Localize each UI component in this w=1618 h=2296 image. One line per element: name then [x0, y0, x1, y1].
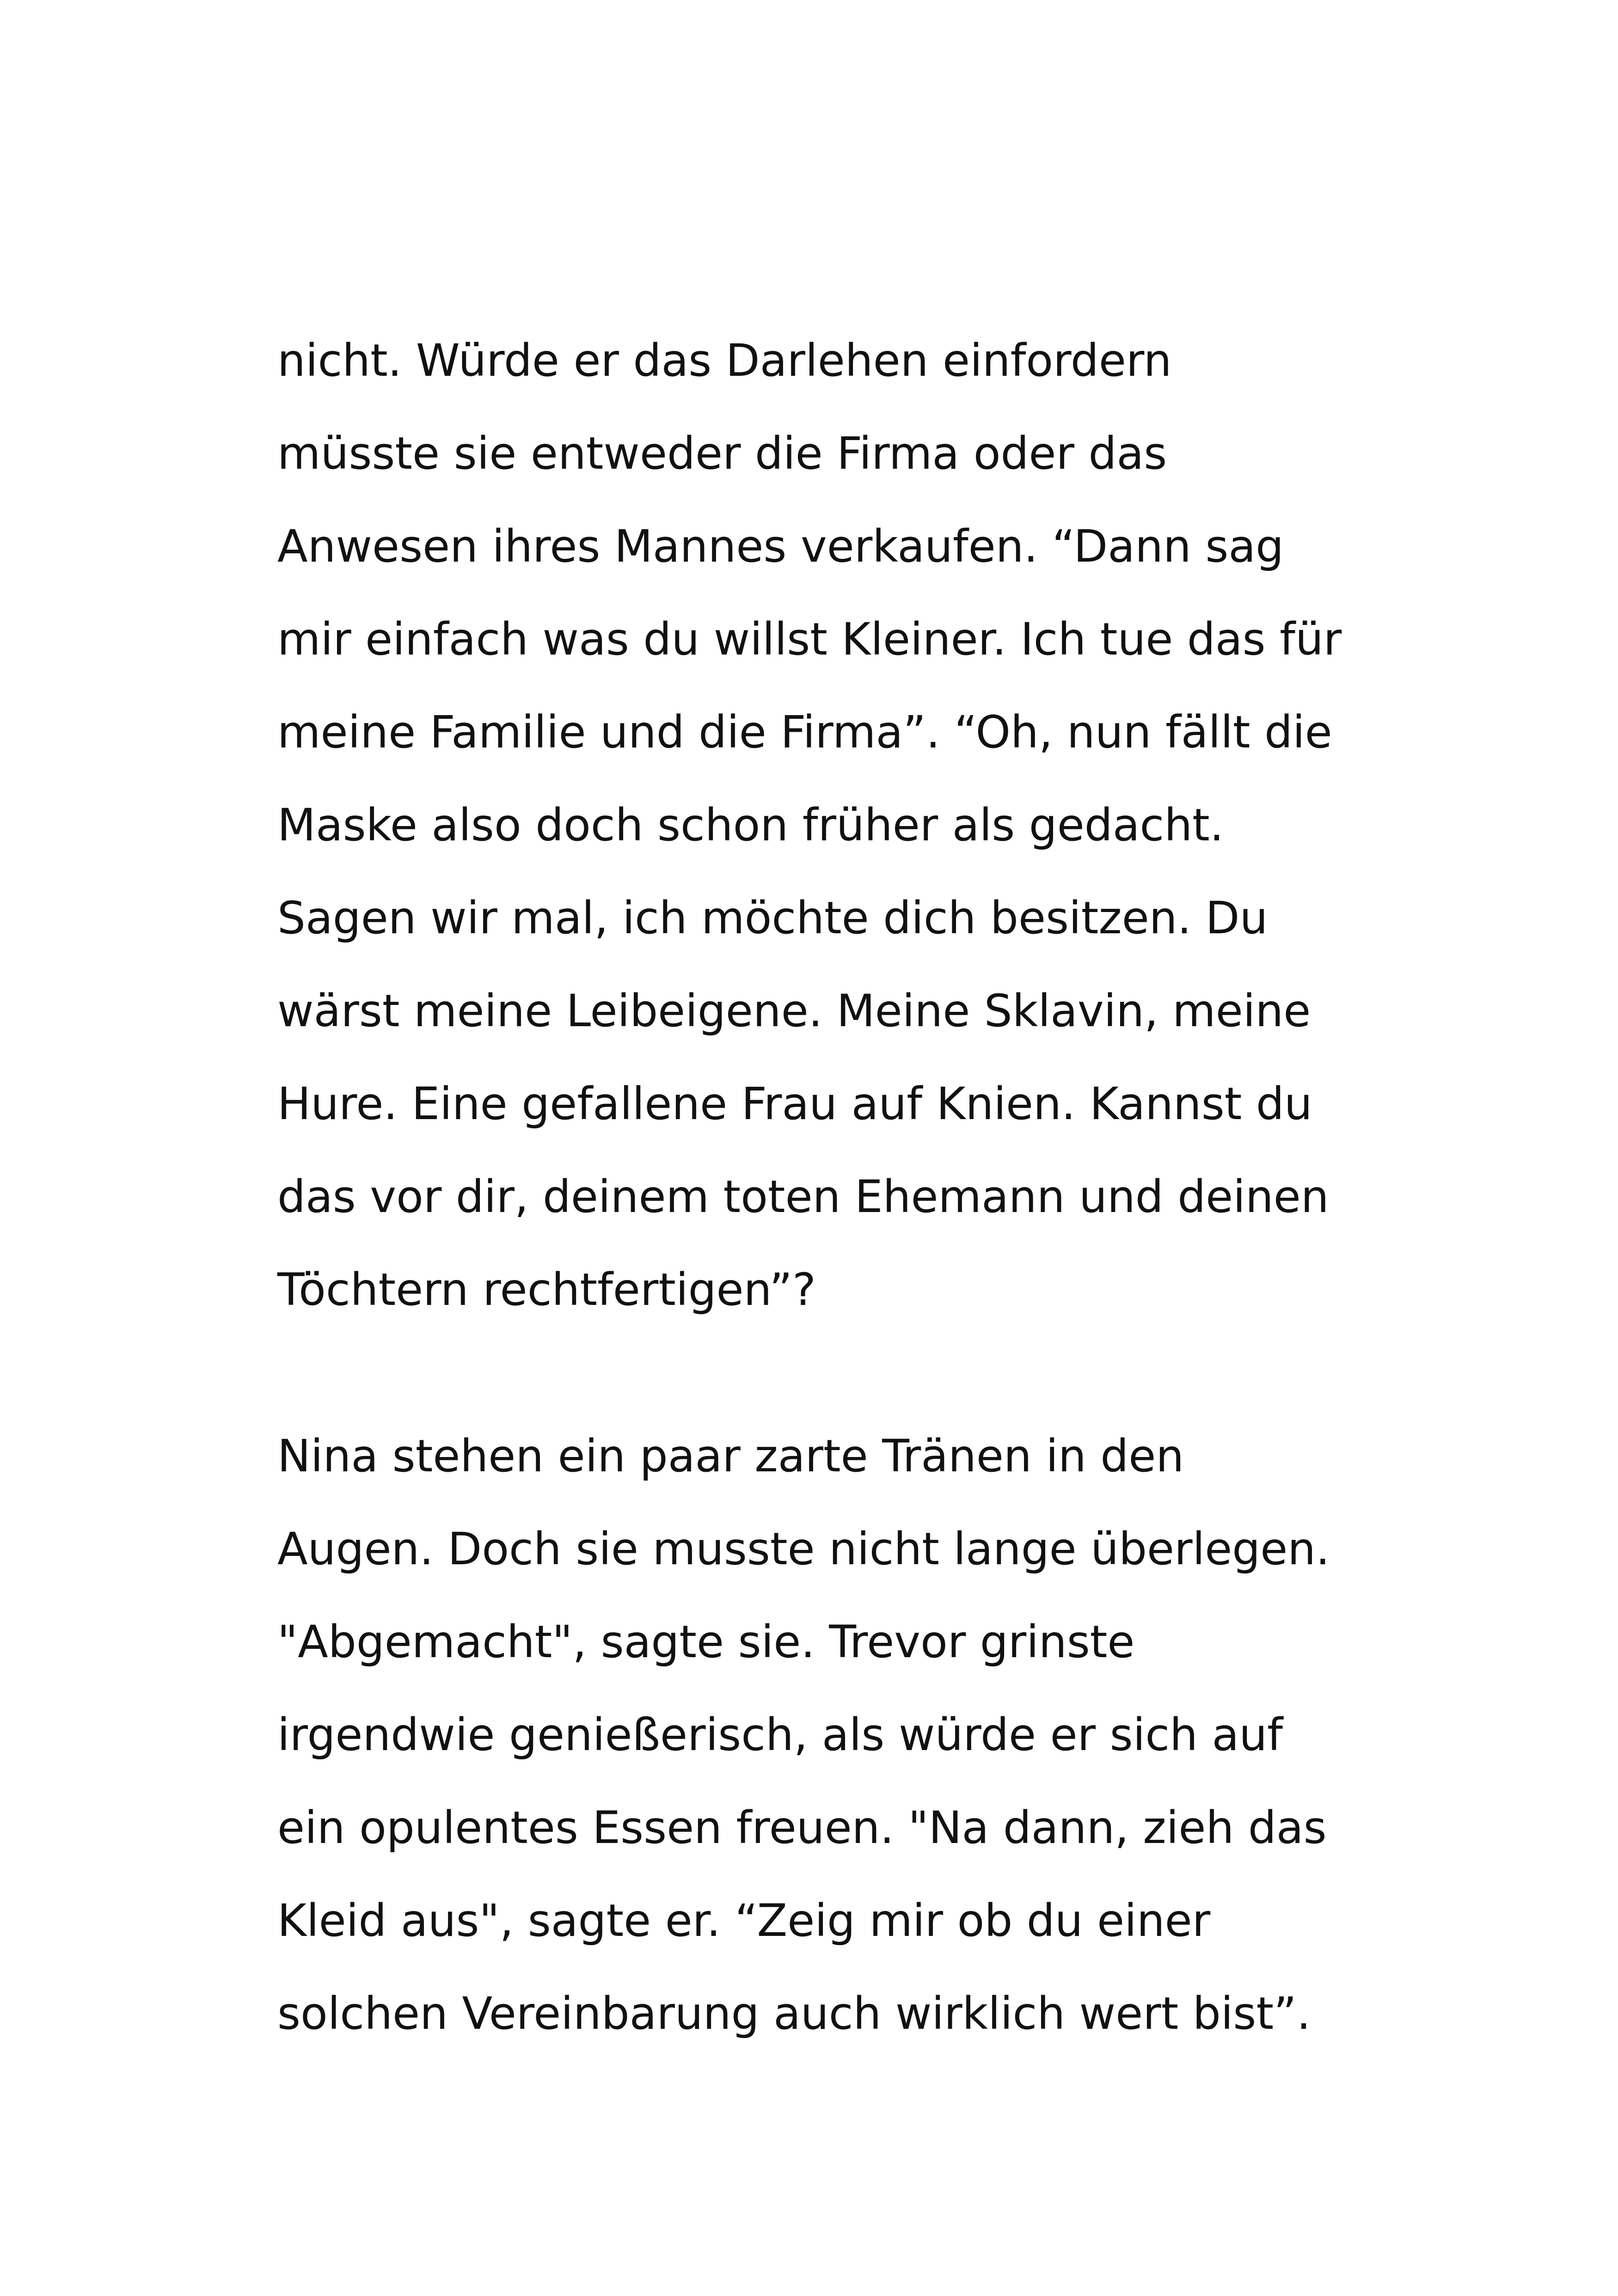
text-line: nicht. Würde er das Darlehen einfordern: [277, 335, 1172, 386]
text-line: Nina stehen ein paar zarte Tränen in den: [277, 1430, 1184, 1482]
text-line: irgendwie genießerisch, als würde er sich auf: [277, 1709, 1283, 1761]
text-line: Kleid aus", sagte er. “Zeig mir ob du einer: [277, 1895, 1211, 1947]
text-line: wärst meine Leibeigene. Meine Sklavin, meine: [277, 985, 1311, 1037]
text-line: Anwesen ihres Mannes verkaufen. “Dann sag: [277, 520, 1284, 572]
text-line: meine Familie und die Firma”. “Oh, nun fällt die: [277, 706, 1332, 758]
text-line: Töchtern rechtfertigen”?: [277, 1264, 816, 1316]
text-line: müsste sie entweder die Firma oder das: [277, 428, 1167, 479]
text-line: Augen. Doch sie musste nicht lange überlegen.: [277, 1523, 1330, 1575]
text-line: "Abgemacht", sagte sie. Trevor grinste: [277, 1616, 1135, 1668]
text-line: solchen Vereinbarung auch wirklich wert bist”.: [277, 1988, 1311, 2039]
text-line: Hure. Eine gefallene Frau auf Knien. Kannst du: [277, 1078, 1312, 1130]
text-line: mir einfach was du willst Kleiner. Ich tue das für: [277, 613, 1342, 665]
paragraph-2: [277, 1410, 1526, 2060]
text-line: das vor dir, deinem toten Ehemann und deinen: [277, 1171, 1329, 1223]
text-line: Maske also doch schon früher als gedacht.: [277, 799, 1224, 851]
paragraph-1: [277, 314, 1526, 1336]
text-line: Sagen wir mal, ich möchte dich besitzen. Du: [277, 892, 1268, 944]
text-line: ein opulentes Essen freuen. "Na dann, zieh das: [277, 1802, 1327, 1854]
